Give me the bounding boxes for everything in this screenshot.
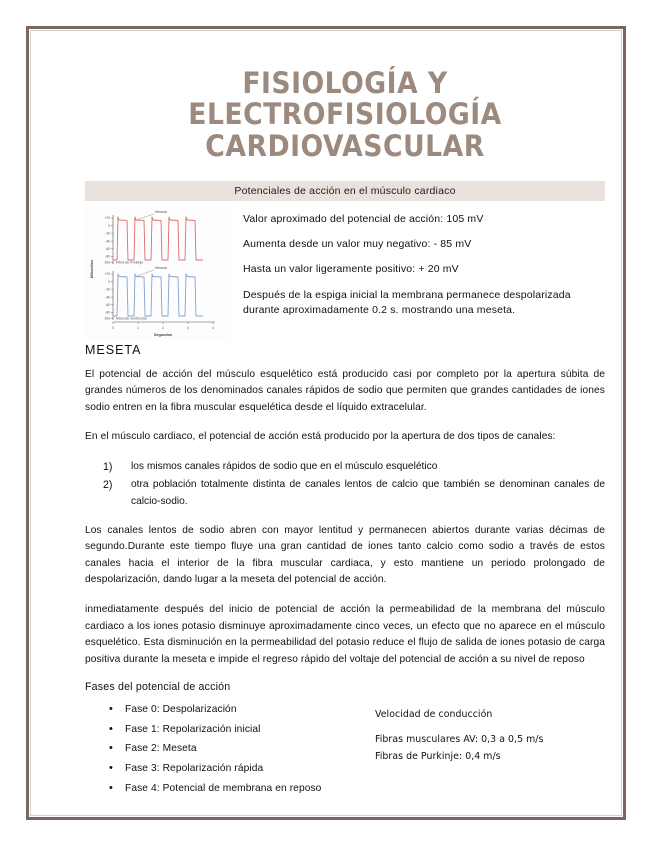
conduction-item: Fibras musculares AV: 0,3 a 0,5 m/s (375, 734, 544, 746)
list-item: los mismos canales rápidos de sodio que en el músculo esquelético (131, 461, 438, 472)
paragraph-meseta-3: Los canales lentos de sodio abren con mayor lentitud y permanecen abiertos durante varias décimas de segundo.Durante este tiempo fluye una gran cantidad de iones tanto calcio como sodio a través de estos canales hacia el interior de la fibra muscular cardiaca, y esto mantiene un periodo prolongado de despolarización, dando lugar a la meseta del potencial de acción. (85, 524, 605, 586)
svg-text:2: 2 (162, 325, 164, 330)
phases-and-conduction-row (85, 705, 605, 804)
svg-text:Segundos: Segundos (153, 332, 173, 337)
chart-svg (85, 207, 231, 339)
section-heading-phases: Fases del potencial de acción (85, 681, 231, 694)
svg-text:Músculo ventricular: Músculo ventricular (116, 316, 147, 321)
svg-text:Meseta: Meseta (155, 265, 167, 270)
conduction-heading: Velocidad de conducción (375, 709, 493, 721)
svg-text:-100: -100 (103, 316, 110, 321)
page-title (106, 60, 584, 162)
svg-text:-20: -20 (105, 287, 110, 292)
section-heading-meseta: MESETA (85, 342, 142, 357)
facts-list (231, 207, 605, 318)
svg-text:-80: -80 (105, 310, 110, 315)
svg-text:1: 1 (137, 325, 139, 330)
list-item: otra población totalmente distinta de canales lentos de calcio que también se denominan canales de calcio-sodio. (131, 479, 605, 507)
svg-text:+20: +20 (104, 216, 110, 221)
channel-types-list (85, 459, 605, 510)
fact-item: Valor aproximado del potencial de acción: 105 mV (243, 212, 484, 225)
list-item: • Fase 1: Repolarización inicial (125, 725, 375, 736)
page-title-line-1: FISIOLOGÍA Y ELECTROFISIOLOGÍA (188, 66, 502, 132)
paragraph-meseta-1: El potencial de acción del músculo esquelético está producido casi por completo por la apertura súbita de grandes números de los denominados canales rápidos de sodio que permiten que grandes cantidades de iones sodio entren en la fibra muscular esquelética desde el líquido extracelular. (85, 368, 605, 413)
svg-text:+20: +20 (104, 272, 110, 277)
svg-text:Milivoltios: Milivoltios (90, 259, 94, 279)
svg-text:0: 0 (108, 223, 110, 228)
svg-text:0: 0 (112, 325, 114, 330)
fact-item: Hasta un valor ligeramente positivo: + 20 mV (243, 262, 459, 275)
svg-text:-100: -100 (103, 260, 110, 265)
paragraph-meseta-4: inmediatamente después del inicio de potencial de acción la permeabilidad de la membrana del músculo cardiaco a los iones potasio disminuye aproximadamente cinco veces, un efecto que no aparece en el músculo esquelético. Esta disminución en la permeabilidad del potasio reduce el flujo de salida de iones potasio de carga positiva durante la meseta e impide el regreso rápido del voltaje del potencial de acción a su nivel de reposo (85, 604, 605, 665)
svg-text:3: 3 (187, 325, 189, 330)
page-title-line-2: CARDIOVASCULAR (205, 128, 485, 163)
phases-list (85, 705, 375, 795)
paragraph-meseta-2: En el músculo cardiaco, el potencial de acción está producido por la apertura de dos tipos de canales: (85, 431, 556, 443)
figure-and-facts-row (85, 207, 605, 339)
svg-text:-60: -60 (105, 302, 110, 307)
svg-text:-60: -60 (105, 246, 110, 251)
fact-item: Aumenta desde un valor muy negativo: - 85 mV (243, 237, 472, 250)
conduction-item: Fibras de Purkinje: 0,4 m/s (375, 751, 501, 763)
svg-text:-40: -40 (105, 295, 110, 300)
svg-text:-80: -80 (105, 254, 110, 259)
conduction-column (375, 705, 605, 768)
svg-text:Fibra de Purkinje: Fibra de Purkinje (116, 260, 144, 265)
svg-text:4: 4 (212, 325, 214, 330)
fact-item: Después de la espiga inicial la membrana permanece despolarizada durante aproximadamente 0.2 s. mostrando una meseta. (243, 288, 571, 317)
document-content (85, 60, 605, 804)
list-item: • Fase 4: Potencial de membrana en reposo (125, 784, 375, 795)
svg-text:0: 0 (108, 279, 110, 284)
svg-text:-40: -40 (105, 239, 110, 244)
action-potential-chart (85, 207, 231, 339)
phases-column (85, 705, 375, 804)
list-item: • Fase 2: Meseta (125, 744, 375, 755)
list-item: • Fase 0: Despolarización (125, 705, 375, 716)
section-banner: Potenciales de acción en el músculo cardiaco (85, 181, 605, 201)
list-item: • Fase 3: Repolarización rápida (125, 764, 375, 775)
svg-text:-20: -20 (105, 231, 110, 236)
svg-text:Meseta: Meseta (155, 209, 167, 214)
